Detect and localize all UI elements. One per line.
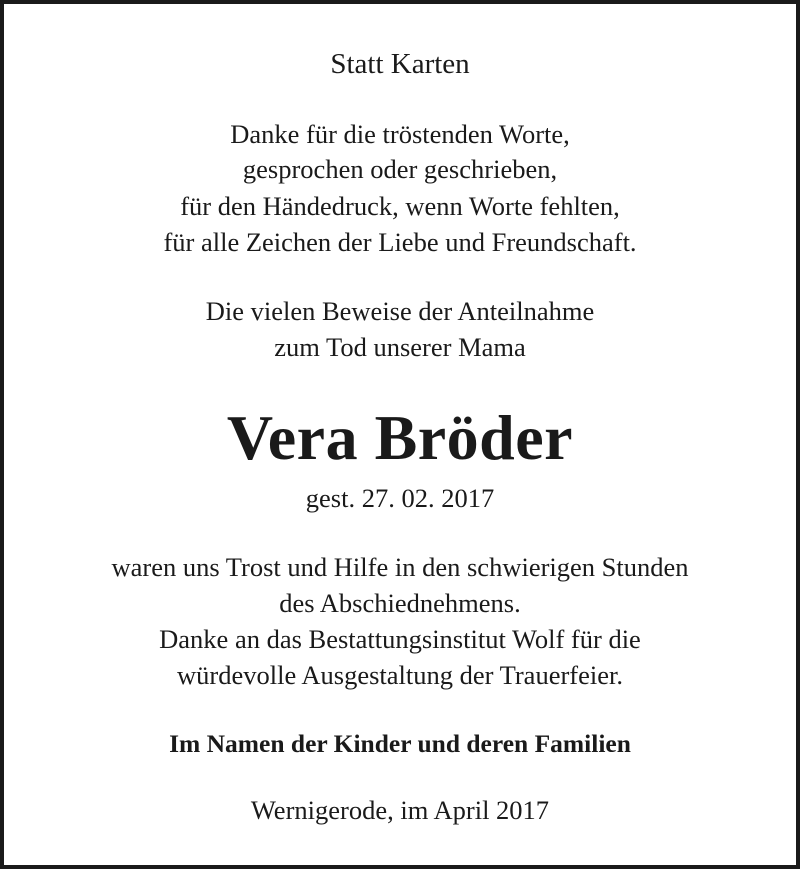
closing-line-2: des Abschiednehmens. xyxy=(279,588,521,618)
closing-line-3: Danke an das Bestattungsinstitut Wolf für die xyxy=(159,624,641,654)
notice-heading: Statt Karten xyxy=(330,48,470,80)
sympathy-line-2: zum Tod unserer Mama xyxy=(274,332,526,362)
thanks-line-3: für den Händedruck, wenn Worte fehlten, xyxy=(180,191,620,221)
family-signature: Im Namen der Kinder und deren Familien xyxy=(169,729,631,758)
sympathy-line-1: Die vielen Beweise der Anteilnahme xyxy=(205,296,595,326)
thanks-line-4: für alle Zeichen der Liebe und Freundschaft. xyxy=(163,227,637,257)
closing-line-4: würdevolle Ausgestaltung der Trauerfeier. xyxy=(177,660,623,690)
death-date: gest. 27. 02. 2017 xyxy=(305,483,495,513)
deceased-name: Vera Bröder xyxy=(226,402,574,473)
thanks-line-2: gesprochen oder geschrieben, xyxy=(242,154,558,184)
place-and-date: Wernigerode, im April 2017 xyxy=(250,795,550,825)
closing-line-1: waren uns Trost und Hilfe in den schwierigen Stunden xyxy=(111,552,689,582)
thanks-line-1: Danke für die tröstenden Worte, xyxy=(230,119,570,149)
